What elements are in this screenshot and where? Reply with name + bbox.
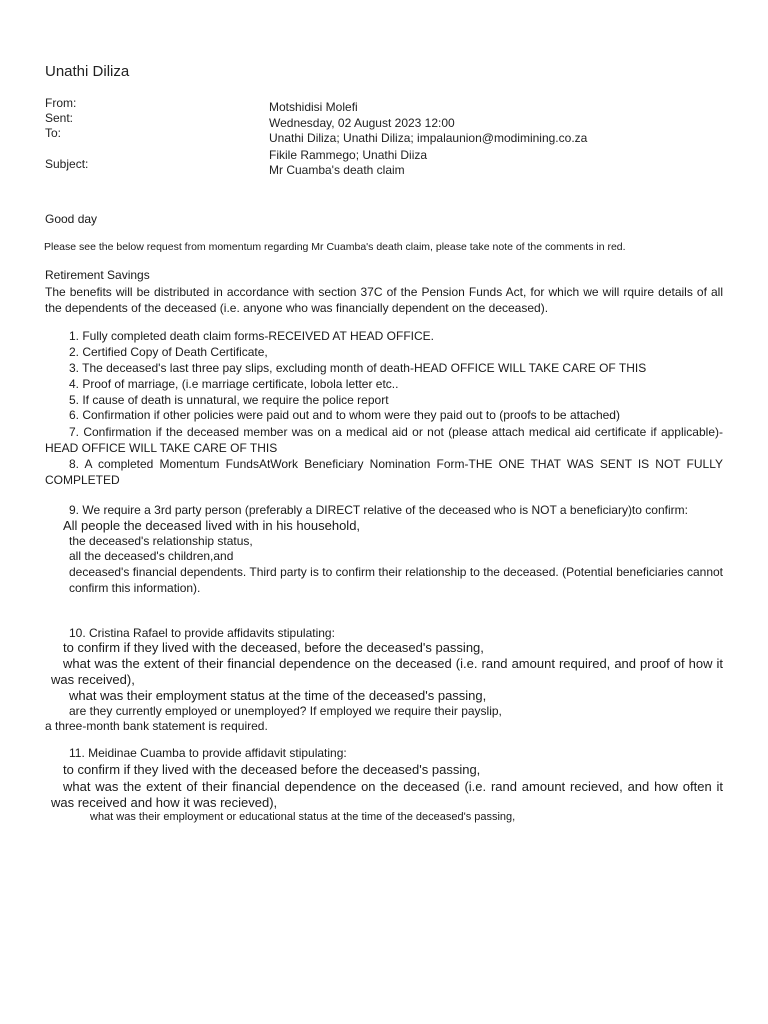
list-item-3: 3. The deceased's last three pay slips, excluding month of death-HEAD OFFICE WILL TAKE CARE OF THIS xyxy=(69,361,647,375)
intro-text: Please see the below request from momentum regarding Mr Cuamba's death claim, please take note of the comments in red. xyxy=(44,241,626,253)
list-item-9-sub-d: deceased's financial dependents. Third party is to confirm their relationship to the deceased. (Potential beneficiaries cannot confirm this information). xyxy=(69,565,723,595)
greeting: Good day xyxy=(45,212,98,226)
list-item-5: 5. If cause of death is unnatural, we require the police report xyxy=(69,393,389,407)
list-item-11-sub-a: to confirm if they lived with the deceased before the deceased's passing, xyxy=(63,762,481,777)
to-value: Unathi Diliza; Unathi Diliza; impalaunion@modimining.co.za xyxy=(269,131,588,145)
section-paragraph: The benefits will be distributed in accordance with section 37C of the Pension Funds Act, for which we will rquire details of all the dependents of the deceased (i.e. anyone who was financially dependent on the deceased). xyxy=(45,285,723,315)
to-label: To: xyxy=(45,126,62,140)
list-item-11-sub-b: what was the extent of their financial dependence on the deceased (i.e. rand amount recieved, and how often it was received and how it was recieved), xyxy=(51,779,723,810)
list-item-10: 10. Cristina Rafael to provide affidavits stipulating: xyxy=(69,626,335,640)
list-item-2: 2. Certified Copy of Death Certificate, xyxy=(69,345,268,359)
list-item-10-sub-e: a three-month bank statement is required. xyxy=(45,719,268,733)
list-item-10-sub-c: what was their employment status at the time of the deceased's passing, xyxy=(69,688,487,703)
list-item-11: 11. Meidinae Cuamba to provide affidavit stipulating: xyxy=(69,746,347,760)
subject-label: Subject: xyxy=(45,157,89,171)
section-heading: Retirement Savings xyxy=(45,268,150,282)
list-item-9-sub-b: the deceased's relationship status, xyxy=(69,534,253,548)
list-item-6: 6. Confirmation if other policies were paid out and to whom were they paid out to (proofs to be attached) xyxy=(69,408,620,422)
list-item-11-sub-c: what was their employment or educational status at the time of the deceased's passing, xyxy=(90,811,516,823)
sent-label: Sent: xyxy=(45,111,74,125)
list-item-9-sub-c: all the deceased's children,and xyxy=(69,549,234,563)
list-item-9-sub-a: All people the deceased lived with in his household, xyxy=(63,518,361,533)
list-item-9: 9. We require a 3rd party person (preferably a DIRECT relative of the deceased who is NOT a beneficiary)to confirm: xyxy=(69,503,688,517)
list-item-8: 8. A completed Momentum FundsAtWork Beneficiary Nomination Form-THE ONE THAT WAS SENT IS NOT FULLY COMPLETED xyxy=(45,457,723,487)
from-value: Motshidisi Molefi xyxy=(269,100,358,114)
list-item-4: 4. Proof of marriage, (i.e marriage certificate, lobola letter etc.. xyxy=(69,377,399,391)
from-label: From: xyxy=(45,96,77,110)
cc-value: Fikile Rammego; Unathi Diiza xyxy=(269,148,428,162)
list-item-10-sub-a: to confirm if they lived with the deceased, before the deceased's passing, xyxy=(63,640,484,655)
list-item-10-sub-d: are they currently employed or unemployed? If employed we require their payslip, xyxy=(69,704,502,718)
subject-value: Mr Cuamba's death claim xyxy=(269,163,405,177)
list-item-1: 1. Fully completed death claim forms-RECEIVED AT HEAD OFFICE. xyxy=(69,329,434,343)
sent-value: Wednesday, 02 August 2023 12:00 xyxy=(269,116,455,130)
sender-name-title: Unathi Diliza xyxy=(45,63,130,80)
list-item-7: 7. Confirmation if the deceased member was on a medical aid or not (please attach medical aid certificate if applicable)-HEAD OFFICE WILL TAKE CARE OF THIS xyxy=(45,425,723,455)
list-item-10-sub-b: what was the extent of their financial dependence on the deceased (i.e. rand amount required, and proof of how it was received), xyxy=(51,656,723,687)
